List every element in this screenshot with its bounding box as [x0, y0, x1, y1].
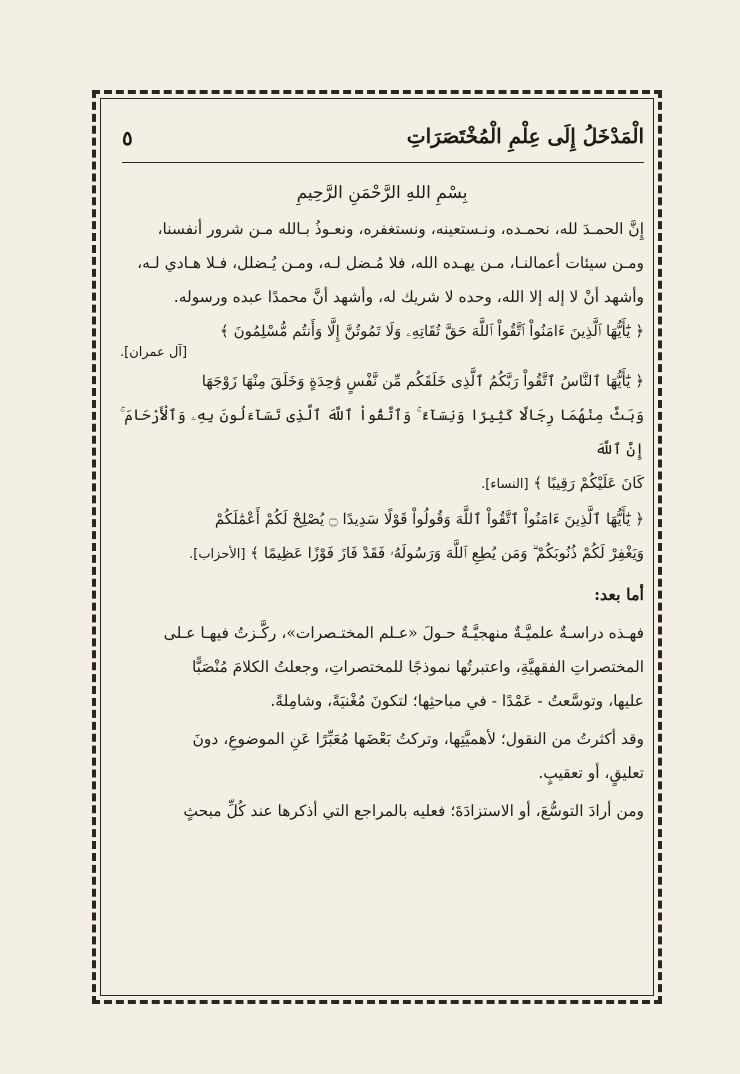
ornate-bracket-close: ﴾ [250, 544, 260, 562]
quran-verse-2 [120, 364, 644, 502]
verse-reference: [النساء]. [481, 477, 529, 492]
verse-text: كَانَ عَلَيْكُمْ رَقِيبًا [546, 474, 644, 492]
ornate-bracket-open: ﴿ [635, 372, 644, 390]
body-paragraph [120, 794, 644, 828]
body-paragraph [120, 722, 644, 790]
paragraph-line: وقد أكثرتُ من النقول؛ لأهميَّتِها، وتركتُ بَعْضَها مُعَبِّرًا عَنِ الموضوعِ، دونَ [192, 730, 644, 748]
verse-reference: [الأحزاب]. [189, 547, 246, 562]
paragraph-line: فهـذه دراسـةٌ علميَّـةٌ منهجيَّـةٌ حـولَ «عـلم المختـصرات»، ركَّـزتُ فيهـا عـلى [163, 624, 644, 642]
paragraph-line: ومن أرادَ التوسُّعَ، أو الاستزادَةَ؛ فعليه بالمراجع التي أذكرها عند كُلِّ مبحثٍ [183, 802, 644, 820]
intro-paragraph [120, 212, 644, 314]
verse-text: يَٰٓأَيُّهَا ٱلنَّاسُ ٱتَّقُواْ رَبَّكُمُ ٱلَّذِى خَلَقَكُم مِّن نَّفْسٍ وَٰحِدَةٍ وَخَلَقَ مِنْهَا زَوْجَهَا [201, 372, 631, 390]
page-body [120, 176, 644, 828]
section-subheading: أما بعد: [594, 585, 644, 604]
body-paragraph [120, 616, 644, 718]
ornate-bracket-open: ﴿ [635, 322, 644, 340]
verse-text: وَبَثَّ مِنْهُمَا رِجَالًا كَثِيرًا وَنِسَآءً ۚ وَٱتَّقُواْ ٱللَّهَ ٱلَّذِى تَسَآءَلُونَ بِهِۦ وَٱلْأَرْحَامَ ۚ إِنَّ ٱللَّهَ [120, 406, 644, 458]
verse-text: وَيَغْفِرْ لَكُمْ ذُنُوبَكُمْ ۗ وَمَن يُطِعِ ٱللَّهَ وَرَسُولَهُۥ فَقَدْ فَازَ فَوْزًا عَظِيمًا [263, 544, 644, 562]
intro-line: ومـن سيئات أعمالنـا، مـن يهـده الله، فلا مُـضل لـه، ومـن يُـضلل، فـلا هـادي لـه، [137, 254, 644, 272]
paragraph-line: عليها، وتوسَّعتُ - عَمْدًا - في مباحثِها؛ لتكونَ مُغْنيَةً، وشامِلةً. [270, 692, 644, 710]
paragraph-line: تعليقٍ، أو تعقيبٍ. [538, 764, 644, 782]
paragraph-line: المختصراتِ الفقهيَّةِ، واعتبرتُها نموذجًا للمختصراتِ، وجعلتُ الكلامَ مُنْصَبًّا [191, 658, 644, 676]
verse-text: يَٰٓأَيُّهَا ٱلَّذِينَ ءَامَنُواْ ٱتَّقُواْ ٱللَّهَ حَقَّ تُقَاتِهِۦ وَلَا تَمُوتُنَّ إِلَّا وَأَنتُم مُّسْلِمُونَ [233, 322, 631, 340]
page-number: ٥ [122, 126, 133, 150]
ornate-bracket-close: ﴾ [533, 474, 543, 492]
quran-verse-3 [120, 502, 644, 572]
running-header [122, 122, 644, 163]
verse-reference: [آل عمران]. [120, 345, 188, 360]
ornate-bracket-open: ﴿ [635, 510, 644, 528]
book-title: الْمَدْخَلُ إِلَى عِلْمِ الْمُخْتَصَرَاتِ [406, 124, 644, 148]
intro-line: إِنَّ الحمـدَ لله، نحمـده، ونـستعينه، ونستغفره، ونعـوذُ بـالله مـن شرور أنفسنا، [157, 220, 644, 238]
verse-text: يَٰٓأَيُّهَا ٱلَّذِينَ ءَامَنُواْ ٱتَّقُواْ ٱللَّهَ وَقُولُواْ قَوْلًا سَدِيدًا ۝ يُصْلِحْ لَكُمْ أَعْمَٰلَكُمْ [214, 510, 631, 528]
basmala: بِسْمِ اللهِ الرَّحْمَنِ الرَّحِيمِ [296, 183, 468, 203]
ornate-bracket-close: ﴾ [220, 322, 229, 340]
intro-line: وأشهد أنْ لا إله إلا الله، وحده لا شريك له، وأشهد أنَّ محمدًا عبده ورسوله. [173, 288, 644, 306]
